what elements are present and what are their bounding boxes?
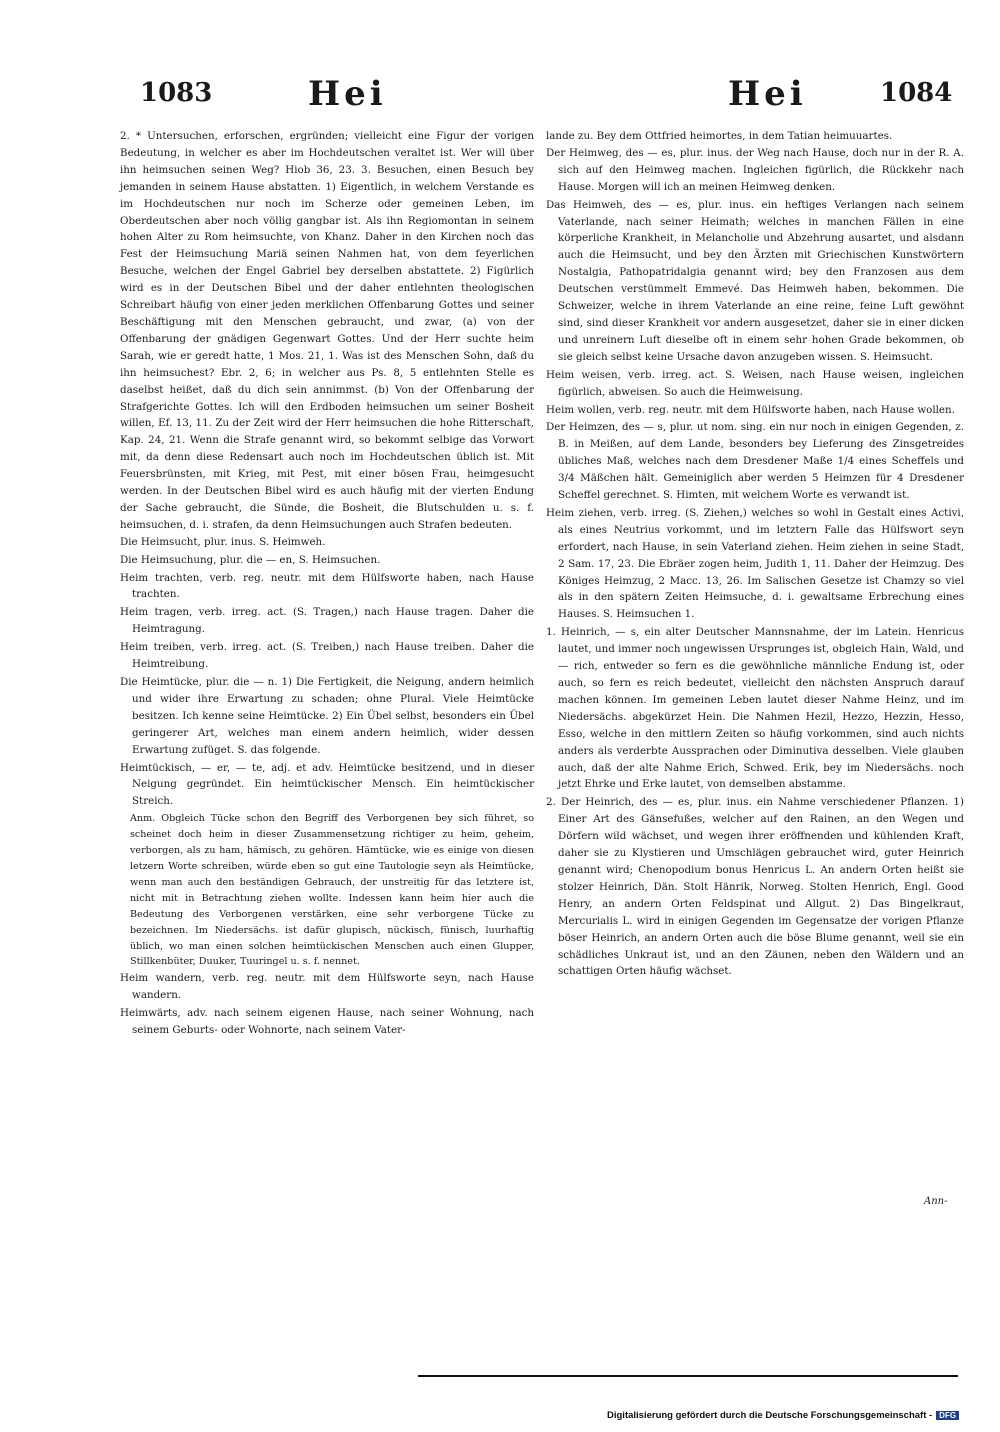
entry-heim-ziehen: Heim ziehen, verb. irreg. (S. Ziehen,) welches so wohl in Gestalt eines Activi, als eines Neutrius vorkommt, und im letztern Falle das Hülfswort seyn erfordert, nach Hause, in sein Vaterland ziehen. Heim ziehen in seine Stadt, 2 Sam. 17, 23. Die Ebräer zogen heim, Judith 1, 11. Daher der Heimzug. Des Königes Heimzug, 2 Macc. 13, 26. Im Salischen Gesetze ist Chamzy so viel als in den spätern Zeiten Heimsuche, d. i. gewaltsame Erbrechung eines Hauses. S. Heimsuchen 1. xyxy=(546,506,964,621)
left-page-number: 1083 xyxy=(140,78,213,108)
entry-heinrich-plant: 2. Der Heinrich, des — es, plur. inus. ein Nahme verschiedener Pflanzen. 1) Einer Art des Gänsefußes, welcher auf den Rainen, an den Wegen und Dörfern wild wächset, und wegen ihrer eröffnenden und kühlenden Kraft, daher sie zu Klystieren und Umschlägen gebrauchet wird, guter Heinrich genannt wird; Chenopodium bonus Henricus L. An andern Orten heißt sie stolzer Heinrich, Dän. Stolt Hänrik, Norweg. Stolten Henrich, Engl. Good Henry, an andern Orten Feldspinat und Allgut. 2) Das Bingelkraut, Mercurialis L. wird in einigen Gegenden im Gegensatze der vorigen Pflanze böser Heinrich, an andern Orten auch die böse Blume genannt, weil sie ein schädliches Unkraut ist, und an den Zäunen, neben den Wäldern und an schattigen Orten häufig wächset. xyxy=(546,796,964,978)
left-column xyxy=(120,128,534,1040)
entry-heimsuchen-continued: 2. * Untersuchen, erforschen, ergründen; vielleicht eine Figur der vorigen Bedeutung, in welcher es aber im Hochdeutschen veraltet ist. Wer will über ihn heimsuchen seinen Weg? Hiob 36, 23. 3. Besuchen, einen Besuch bey jemanden in seinem Hause abstatten. 1) Eigentlich, in welchem Verstande es im Hochdeutschen nur noch im Scherze oder gemeinen Leben, im Oberdeutschen aber noch völlig gangbar ist. Als ihn Regiomontan in seinem hohen Alter zu Rom heimsuchte, von Khanz. Daher in den Kirchen noch das Fest der Heimsuchung Mariä seinen Nahmen hat, von dem feyerlichen Besuche, welchen der Engel Gabriel bey derselben abstattete. 2) Figürlich wird es in der Deutschen Bibel und der daher entlehnten theologischen Schreibart häufig von einer jeden merklichen Offenbarung Gottes und seiner Beschäftigung mit den Menschen gebraucht, und zwar, (a) von der Offenbarung der gnädigen Gegenwart Gottes. Und der Herr suchte heim Sarah, wie er geredt hatte, 1 Mos. 21, 1. Was ist des Menschen Sohn, daß du ihn heimsuchest? Ebr. 2, 6; in welcher aus Ps. 8, 5 entlehnten Stelle es daselbst heißet, daß du dich sein annimmst. (b) Von der Offenbarung der Strafgerichte Gottes. Ich will den Erdboden heimsuchen um seiner Bosheit willen, Ef. 13, 11. Zu der Zeit wird der Herr heimsuchen die hohe Ritterschaft, Kap. 24, 21. Wenn die Strafe genannt wird, so bekommt selbige das Vorwort mit, da denn diese Redensart auch noch im Hochdeutschen üblich ist. Mit Feuersbrünsten, mit Krieg, mit Pest, mit einer bösen Frau, heimgesucht werden. In der Deutschen Bibel wird es auch häufig mit der vierten Endung der Sache gebraucht, die Sünde, die Bosheit, die Blutschulden u. s. f. heimsuchen, d. i. strafen, da denn Heimsuchungen auch Strafen bedeuten. xyxy=(120,130,534,531)
right-running-head: Hei xyxy=(728,74,807,114)
right-page-number: 1084 xyxy=(880,78,953,108)
left-running-head: Hei xyxy=(308,74,387,114)
entry-heim-treiben: Heim treiben, verb. irreg. act. (S. Treiben,) nach Hause treiben. Daher die Heimtreibung. xyxy=(120,641,534,671)
entry-heimtuecke: Die Heimtücke, plur. die — n. 1) Die Fertigkeit, die Neigung, andern heimlich und wider ihre Erwartung zu schaden; ohne Plural. Viele Heimtücke besitzen. Ich kenne seine Heimtücke. 2) Ein Übel selbst, besonders ein Übel geringerer Art, welches man einem andern heimlich, wider dessen Erwartung zufüget. S. das folgende. xyxy=(120,676,534,756)
entry-heimwaerts-continued: lande zu. Bey dem Ottfried heimortes, in dem Tatian heimuuartes. xyxy=(546,130,893,142)
dfg-logo: DFG xyxy=(936,1411,959,1420)
entry-heinrich-name: 1. Heinrich, — s, ein alter Deutscher Mannsnahme, der im Latein. Henricus lautet, und immer noch ungewissen Ursprunges ist, obgleich Hain, Wald, und — rich, entweder so fern es die gewöhnliche männliche Endung ist, oder auch, so fern es reich bedeutet, vielleicht den nächsten Anspruch darauf machen können. Im gemeinen Leben lautet dieser Nahme Heinz, und im Niedersächs. abgekürzet Hein. Die Nahmen Hezil, Hezzo, Hezzin, Hesso, Esso, welche in den mittlern Zeiten so häufig vorkommen, sind auch nichts anders als verderbte Aussprachen oder Diminutiva desselben. Viele glauben auch, daß der alte Nahme Erich, Schwed. Erik, bey im Niedersächs. noch jetzt Ehrke und Erke lautet, von demselben abstamme. xyxy=(546,626,964,791)
entry-heim-tragen: Heim tragen, verb. irreg. act. (S. Tragen,) nach Hause tragen. Daher die Heimtragung. xyxy=(120,606,534,636)
entry-heim-weisen: Heim weisen, verb. irreg. act. S. Weisen, nach Hause weisen, ingleichen figürlich, abweisen. So auch die Heimweisung. xyxy=(546,368,964,398)
entry-heimweh: Das Heimweh, des — es, plur. inus. ein heftiges Verlangen nach seinem Vaterlande, nach seiner Heimath; welches in manchen Fällen in eine körperliche Krankheit, in Melancholie und Abzehrung ausartet, und alsdann auch die Heimsucht, und bey den Ärzten mit Griechischen Kunstwörtern Nostalgia, Pathopatridalgia genannt wird; bey den Franzosen aus dem Deutschen verstümmelt Emmevé. Das Heimweh haben, bekommen. Die Schweizer, welche in ihrem Vaterlande an eine reine, feine Luft gewöhnt sind, sind dieser Krankheit vor andern ausgesetzet, daher sie in einer dicken und unreinern Luft dieselbe oft in einem sehr hohen Grade bekommen, ob sie gleich selbst keine Ursache davon anzugeben wissen. S. Heimsucht. xyxy=(546,198,964,363)
entry-heimtueckisch: Heimtückisch, — er, — te, adj. et adv. Heimtücke besitzend, und in dieser Neigung gegründet. Ein heimtückischer Mensch. Ein heimtückischer Streich. xyxy=(120,761,534,808)
entry-heim-trachten: Heim trachten, verb. reg. neutr. mit dem Hülfsworte haben, nach Hause trachten. xyxy=(120,571,534,601)
entry-heimsucht: Die Heimsucht, plur. inus. S. Heimweh. xyxy=(120,535,326,548)
digitization-footer xyxy=(607,1410,959,1421)
entry-heim-wollen: Heim wollen, verb. reg. neutr. mit dem Hülfsworte haben, nach Hause wollen. xyxy=(546,403,955,416)
right-column xyxy=(546,128,964,981)
bottom-rule xyxy=(418,1375,958,1377)
annotation-heimtueckisch: Anm. Obgleich Tücke schon den Begriff des Verborgenen bey sich führet, so scheinet doch heim in dieser Zusammensetzung richtiger zu heim, geheim, verborgen, als zu ham, hämisch, zu gehören. Hämtücke, wie es einige von diesen letzern Worte schreiben, würde eben so gut eine Tautologie seyn als Heimtücke, wenn man auch den beständigen Gebrauch, der unstreitig für das letztere ist, nicht mit in Betrachtung ziehen wollte. Indessen kann heim hier auch die Bedeutung des Verborgenen verstärken, eine sehr verborgene Tücke zu bezeichnen. Im Niedersächs. ist dafür glupisch, nückisch, fünisch, luurhaftig üblich, wo man einen solchen heimtückischen Menschen auch einen Glupper, Stillkenbüter, Duuker, Tuuringel u. s. f. nennet. xyxy=(130,813,534,968)
entry-heimwaerts: Heimwärts, adv. nach seinem eigenen Hause, nach seiner Wohnung, nach seinem Geburts- oder Wohnorte, nach seinem Vater- xyxy=(120,1007,534,1037)
entry-heimweg: Der Heimweg, des — es, plur. inus. der Weg nach Hause, doch nur in der R. A. sich auf den Heimweg machen. Ingleichen figürlich, die Rückkehr nach Hause. Morgen will ich an meinen Heimweg denken. xyxy=(546,146,964,193)
catchword: Ann- xyxy=(924,1196,948,1207)
entry-heimsuchung: Die Heimsuchung, plur. die — en, S. Heimsuchen. xyxy=(120,553,381,566)
footer-text: Digitalisierung gefördert durch die Deutsche Forschungsgemeinschaft - xyxy=(607,1410,933,1421)
entry-heim-wandern: Heim wandern, verb. reg. neutr. mit dem Hülfsworte seyn, nach Hause wandern. xyxy=(120,972,534,1002)
entry-heimzen: Der Heimzen, des — s, plur. ut nom. sing. ein nur noch in einigen Gegenden, z. B. in Meißen, auf dem Lande, besonders bey Lieferung des Zinsgetreides übliches Maß, welches nach dem Dresdener Maße 1/4 eines Scheffels und 3/4 Mäßchen hält. Gemeiniglich aber werden 5 Heimzen für 4 Dresdener Scheffel gerechnet. S. Himten, mit welchem Worte es verwandt ist. xyxy=(546,421,964,502)
